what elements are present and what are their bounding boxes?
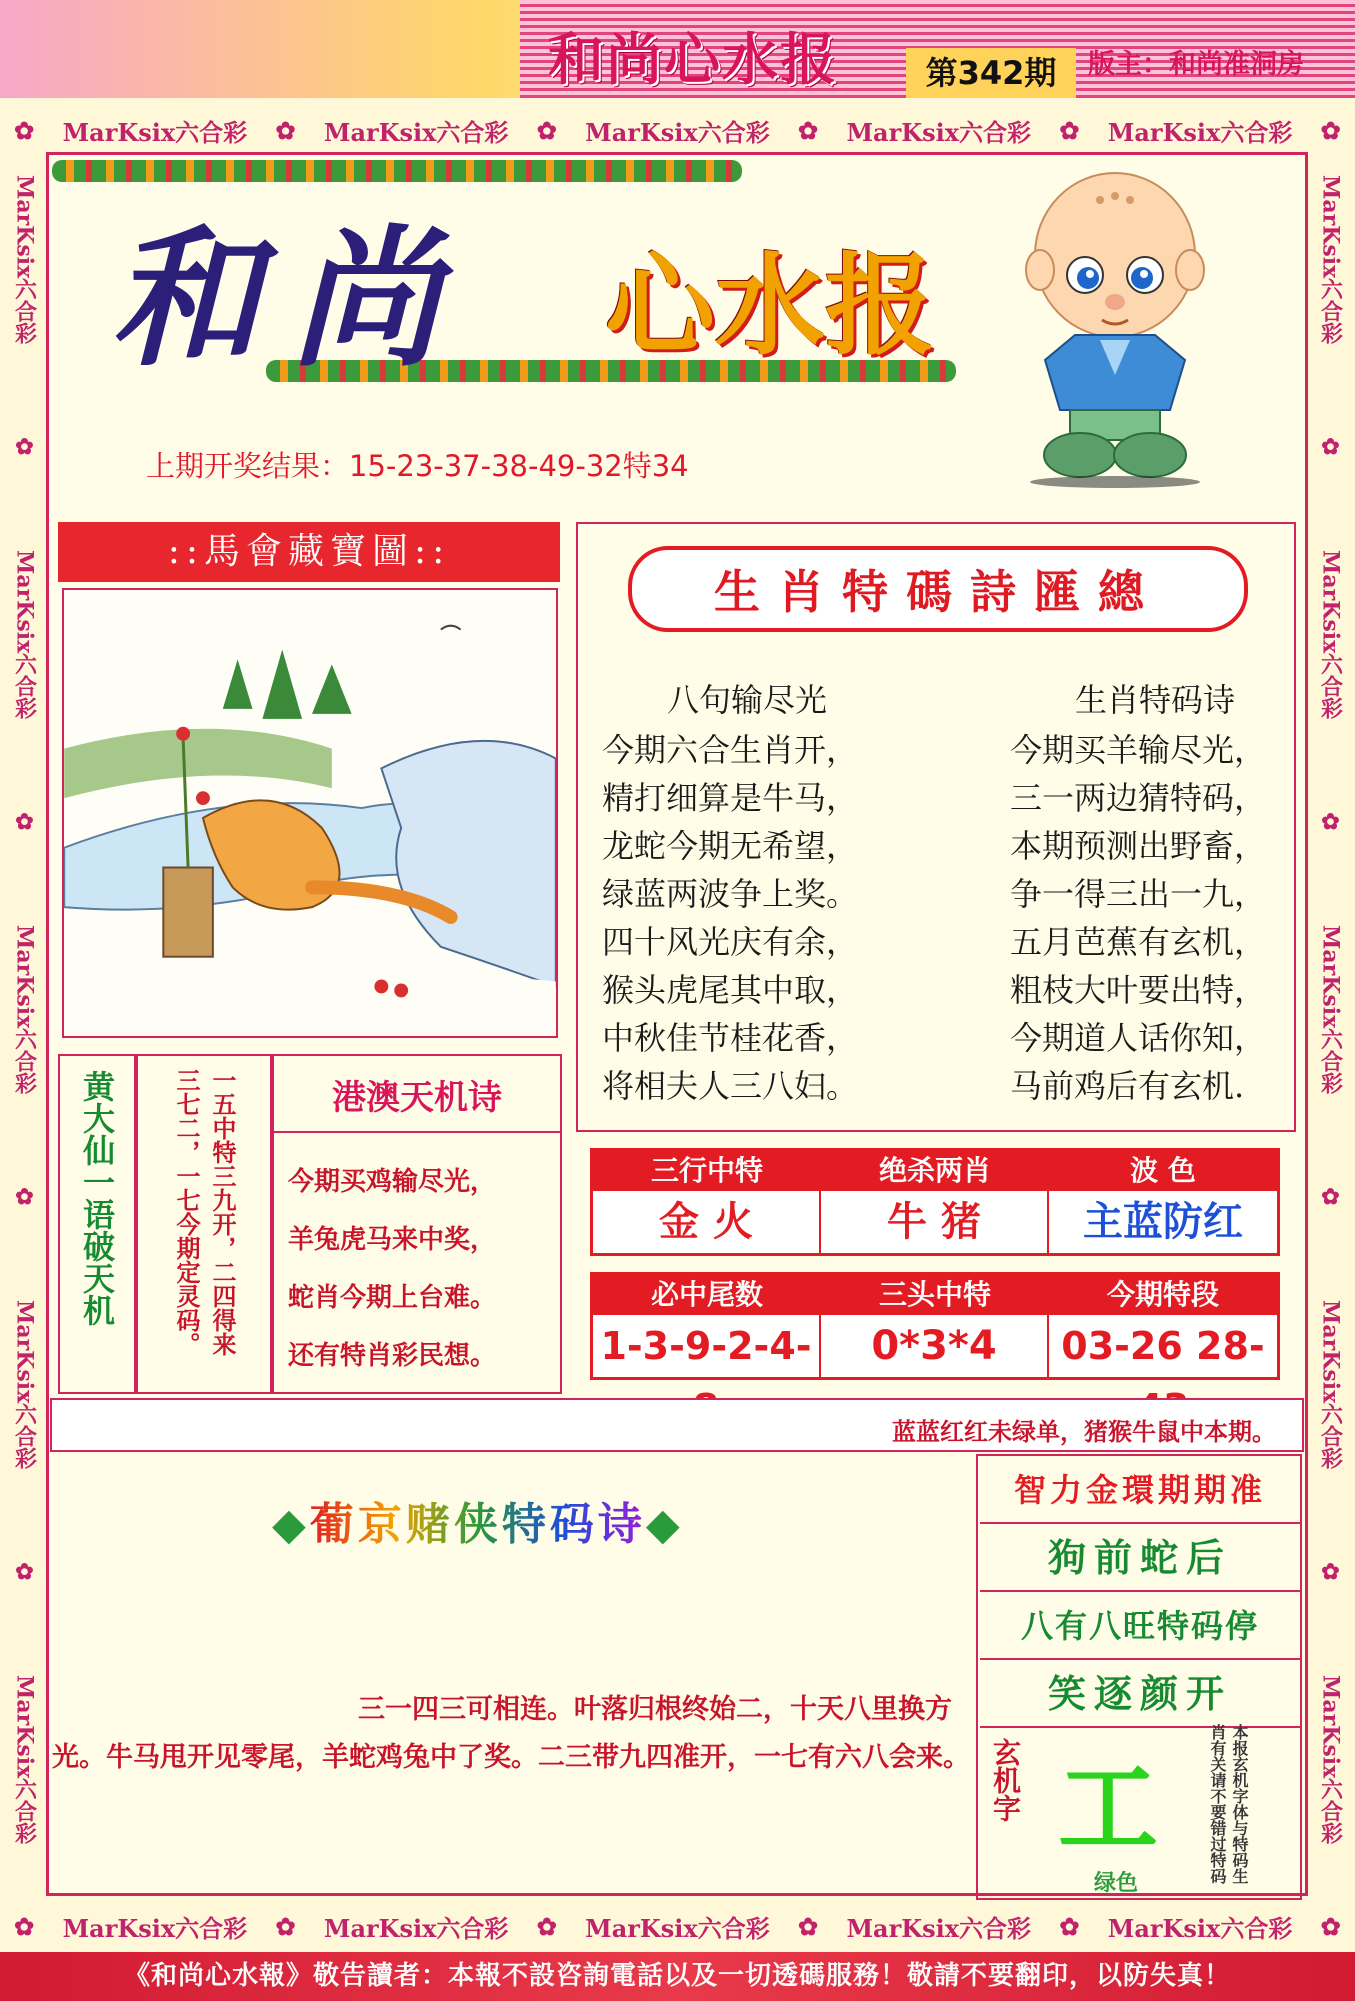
monk-mascot-illustration <box>1010 160 1220 490</box>
hk-macau-poem-line: 今期买鸡输尽光， <box>288 1167 497 1197</box>
poem-line: 争一得三出一九， <box>1010 875 1267 913</box>
wong-tai-sin-text-box <box>136 1054 272 1394</box>
flower-icon: ✿ <box>1059 1911 1080 1941</box>
editor-label: 版主：和尚准洞房 <box>1088 49 1304 80</box>
hk-macau-poem-line: 蛇肖今期上台难。 <box>288 1283 497 1313</box>
table-cell: 0*3*4 <box>821 1315 1049 1377</box>
watermark-text: MarKsix六合彩 <box>323 117 509 147</box>
poem-line: 猴头虎尾其中取， <box>602 971 859 1009</box>
right-item: 狗前蛇后 <box>980 1524 1300 1592</box>
poem-line: 粗枝大叶要出特， <box>1010 971 1267 1009</box>
issue-number: 第342期 <box>906 48 1076 98</box>
prediction-table-2 <box>590 1272 1280 1380</box>
right-item: 八有八旺特码停 <box>980 1592 1300 1660</box>
table-cell: 03-26 28- <box>1049 1315 1277 1377</box>
mystery-note: 本报玄机字体与特码生肖有关请不要错过特码 <box>1208 1724 1249 1884</box>
notice-text: 蓝蓝红红未绿单，猪猴牛鼠中本期。 <box>892 1418 1276 1446</box>
flower-icon: ✿ <box>1318 1560 1344 1586</box>
flower-icon: ✿ <box>1059 115 1080 145</box>
hk-macau-poem-line: 羊兔虎马来中奖， <box>288 1225 497 1255</box>
flower-icon: ✿ <box>1320 1911 1341 1941</box>
table-cell: 金 火 <box>593 1191 821 1253</box>
watermark-text: MarKsix六合彩 <box>11 1300 38 1470</box>
watermark-text: MarKsix六合彩 <box>11 1675 38 1845</box>
flower-icon: ✿ <box>14 1911 35 1941</box>
watermark-text: MarKsix六合彩 <box>323 1913 509 1943</box>
watermark-col-right <box>1314 130 1348 1890</box>
watermark-row-bottom <box>0 1900 1355 1952</box>
watermark-text: MarKsix六合彩 <box>11 550 38 720</box>
watermark-text: MarKsix六合彩 <box>1317 175 1344 345</box>
poem-right-column <box>1010 676 1300 1110</box>
flower-icon: ✿ <box>12 809 38 835</box>
notice-bar <box>50 1398 1304 1452</box>
prediction-table-1 <box>590 1148 1280 1256</box>
flower-icon: ✿ <box>1318 434 1344 460</box>
poem-line: 中秋佳节桂花香， <box>602 1019 859 1057</box>
table-cell: 1-3-9-2-4- <box>593 1315 821 1377</box>
watermark-text: MarKsix六合彩 <box>1317 550 1344 720</box>
watermark-text: MarKsix六合彩 <box>11 175 38 345</box>
poem-line: 本期预测出野畜， <box>1010 827 1267 865</box>
table-header: 三行中特 <box>593 1151 821 1191</box>
flower-icon: ✿ <box>1318 809 1344 835</box>
zodiac-poem-title-box <box>628 546 1248 632</box>
mystery-color: 绿色 <box>1094 1871 1139 1896</box>
treasure-map-title: ::馬會藏寶圖:: <box>58 522 560 582</box>
watermark-text: MarKsix六合彩 <box>846 1913 1032 1943</box>
main-title-xinshui: 心水报 <box>605 241 935 370</box>
wong-tai-sin-label-box <box>58 1054 136 1394</box>
hk-macau-poem-line: 还有特肖彩民想。 <box>288 1341 497 1371</box>
watermark-row-top <box>0 104 1355 156</box>
footer-notice: 《和尚心水報》敬告讀者：本報不設咨詢電話以及一切透碼服務！敬請不要翻印，以防失真！ <box>0 1952 1355 2001</box>
table-header: 今期特段 <box>1049 1275 1277 1315</box>
watermark-text: MarKsix六合彩 <box>1317 1675 1344 1845</box>
flower-icon: ✿ <box>14 115 35 145</box>
treasure-map-illustration <box>62 588 558 1038</box>
poem-right-heading: 生肖特码诗 <box>1074 681 1235 719</box>
newspaper-title: 和尚心水报 <box>548 27 838 93</box>
casino-poem-title <box>272 1488 684 1552</box>
watermark-text: MarKsix六合彩 <box>1317 925 1344 1095</box>
flower-icon: ✿ <box>536 1911 557 1941</box>
flower-icon: ✿ <box>798 115 819 145</box>
last-draw-result: 上期开奖结果：15-23-37-38-49-32特34 <box>146 449 689 483</box>
watermark-text: MarKsix六合彩 <box>585 1913 770 1943</box>
watermark-text: MarKsix六合彩 <box>846 117 1032 147</box>
flower-icon: ✿ <box>12 1184 38 1210</box>
diamond-icon: ◆ <box>272 1499 310 1550</box>
poem-left-heading: 八句输尽光 <box>666 681 827 719</box>
casino-poem-text: 三一四三可相连。叶落归根终始二，十天八里换方光。牛马甩开见零尾，羊蛇鸡兔中了奖。二三带九四准开，一七有六八会来。 <box>52 1694 970 1773</box>
poem-line: 今期买羊输尽光， <box>1010 731 1267 769</box>
poem-line: 三一两边猜特码， <box>1010 779 1267 817</box>
watermark-text: MarKsix六合彩 <box>1107 117 1293 147</box>
watermark-text: MarKsix六合彩 <box>62 1913 248 1943</box>
watermark-text: MarKsix六合彩 <box>62 117 248 147</box>
zodiac-poem-title: 生肖特碼詩匯總 <box>714 565 1162 619</box>
table-header: 三头中特 <box>821 1275 1049 1315</box>
mystery-character: 工 <box>1058 1749 1158 1867</box>
flower-icon: ✿ <box>1320 115 1341 145</box>
watermark-col-left <box>8 130 42 1890</box>
table-cell: 牛 猪 <box>821 1191 1049 1253</box>
table-header: 绝杀两肖 <box>821 1151 1049 1191</box>
poem-line: 绿蓝两波争上奖。 <box>602 875 859 913</box>
wong-tai-sin-label: 黄大仙一语破天机 <box>78 1070 116 1326</box>
right-item: 智力金環期期准 <box>980 1456 1300 1524</box>
right-item: 笑逐颜开 <box>980 1660 1300 1728</box>
poem-line: 四十风光庆有余， <box>602 923 859 961</box>
poem-line: 五月芭蕉有玄机， <box>1010 923 1267 961</box>
poem-line: 今期六合生肖开， <box>602 731 859 769</box>
mystery-label: 玄机字 <box>989 1738 1022 1822</box>
watermark-text: MarKsix六合彩 <box>11 925 38 1095</box>
watermark-text: MarKsix六合彩 <box>1107 1913 1293 1943</box>
flower-icon: ✿ <box>12 434 38 460</box>
flower-icon: ✿ <box>275 115 296 145</box>
flower-icon: ✿ <box>798 1911 819 1941</box>
main-title-heshang: 和尚 <box>110 211 471 387</box>
poem-line: 将相夫人三八妇。 <box>602 1067 859 1105</box>
watermark-text: MarKsix六合彩 <box>1317 1300 1344 1470</box>
poem-left-column <box>602 676 892 1110</box>
flower-icon: ✿ <box>1318 1184 1344 1210</box>
table-header: 波 色 <box>1049 1151 1277 1191</box>
poem-line: 精打细算是牛马， <box>602 779 859 817</box>
hk-macau-poem-title: 港澳天机诗 <box>332 1078 502 1118</box>
poem-line: 马前鸡后有玄机. <box>1010 1067 1245 1105</box>
poem-line: 龙蛇今期无希望， <box>602 827 859 865</box>
watermark-text: MarKsix六合彩 <box>585 117 770 147</box>
hk-macau-poem-box <box>272 1054 562 1394</box>
diamond-icon: ◆ <box>645 1499 684 1550</box>
wong-tai-sin-text: 一五中特三九开，二四得来三七二，一七今期定灵码。 <box>172 1068 236 1356</box>
flower-icon: ✿ <box>536 115 557 145</box>
top-banner <box>0 0 1355 98</box>
table-header: 必中尾数 <box>593 1275 821 1315</box>
right-column-stack <box>980 1456 1300 1728</box>
casino-poem-title-text: 葡京赌侠特码诗 <box>309 1499 646 1550</box>
flower-icon: ✿ <box>12 1560 38 1586</box>
table-cell: 主蓝防红 <box>1049 1191 1277 1253</box>
flower-icon: ✿ <box>275 1911 296 1941</box>
poem-line: 今期道人话你知， <box>1010 1019 1267 1057</box>
